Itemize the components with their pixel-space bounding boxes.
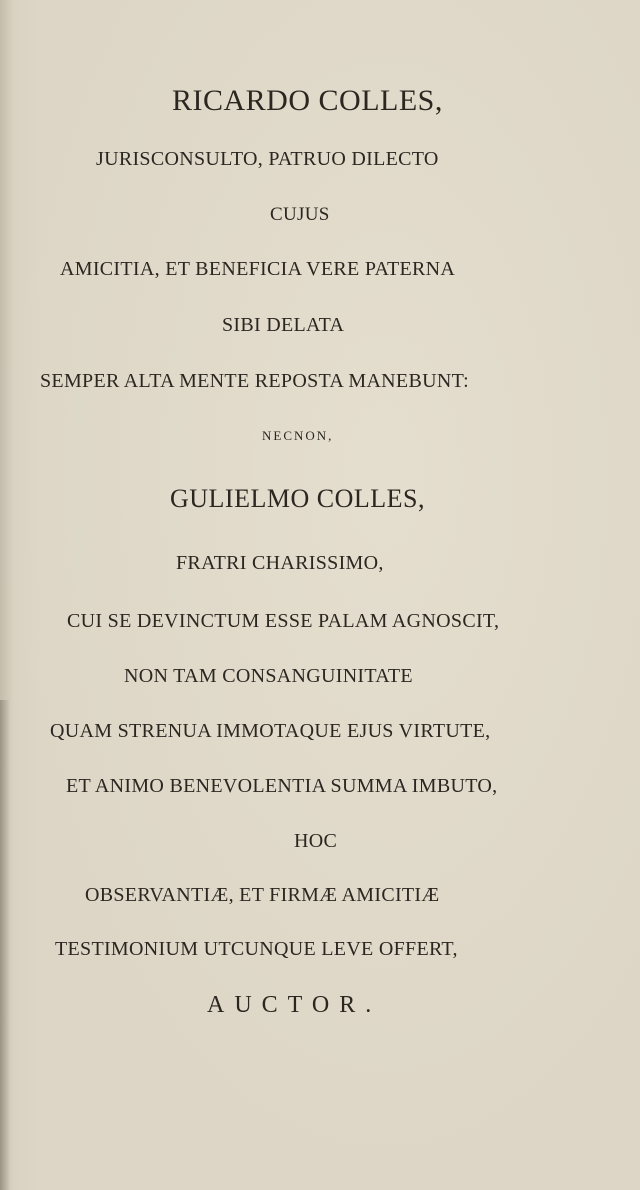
binding-shadow [0, 700, 10, 1190]
dedication-line: SIBI DELATA [222, 314, 345, 336]
dedication-line-necnon: NECNON, [262, 428, 334, 443]
dedication-line: TESTIMONIUM UTCUNQUE LEVE OFFERT, [55, 938, 458, 960]
dedication-line: SEMPER ALTA MENTE REPOSTA MANEBUNT: [40, 370, 469, 392]
dedicatee-name-ricardo: RICARDO COLLES, [172, 84, 443, 117]
dedication-line: HOC [294, 830, 338, 852]
dedication-line: NON TAM CONSANGUINITATE [124, 665, 413, 687]
signature-auctor: AUCTOR. [207, 992, 382, 1018]
dedication-line: FRATRI CHARISSIMO, [176, 552, 384, 574]
dedication-line: AMICITIA, ET BENEFICIA VERE PATERNA [60, 258, 456, 280]
dedicatee-name-gulielmo: GULIELMO COLLES, [170, 484, 425, 513]
dedication-line: OBSERVANTIÆ, ET FIRMÆ AMICITIÆ [85, 884, 440, 906]
dedication-line: CUI SE DEVINCTUM ESSE PALAM AGNOSCIT, [67, 610, 500, 632]
dedication-line: JURISCONSULTO, PATRUO DILECTO [96, 148, 439, 170]
dedication-line: QUAM STRENUA IMMOTAQUE EJUS VIRTUTE, [50, 720, 491, 742]
dedication-line: CUJUS [270, 204, 330, 225]
dedication-line: ET ANIMO BENEVOLENTIA SUMMA IMBUTO, [66, 775, 498, 797]
